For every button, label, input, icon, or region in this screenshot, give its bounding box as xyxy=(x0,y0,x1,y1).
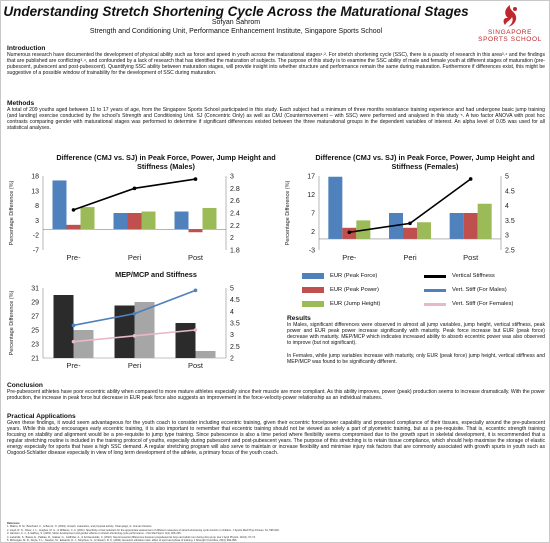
practical-heading: Practical Applications xyxy=(7,413,76,420)
chart-females-title: Difference (CMJ vs. SJ) in Peak Force, Power, Jump Height and Stiffness (Females) xyxy=(315,153,535,171)
y2-tick-label: 3 xyxy=(505,232,509,240)
y2-tick-label: 5 xyxy=(230,285,234,293)
y2-tick-label: 2.8 xyxy=(230,185,240,193)
y-tick-label: -7 xyxy=(32,247,39,255)
results-heading: Results xyxy=(287,315,311,322)
x-tick-label: Peri xyxy=(127,253,142,262)
intro-heading: Introduction xyxy=(7,45,46,52)
bar-eur-jump-height- xyxy=(417,222,431,239)
point-vertical-stiffness xyxy=(72,208,76,212)
y2-tick-label: 3 xyxy=(230,332,234,340)
y-tick-label: 29 xyxy=(31,299,39,307)
bar-eur-peak-force- xyxy=(450,213,464,239)
chart-females xyxy=(279,168,549,268)
legend-line-females xyxy=(424,303,446,306)
y-tick-label: 13 xyxy=(31,188,39,196)
x-tick-label: Post xyxy=(463,253,479,262)
legend-label: Vert. Stiff (For Females) xyxy=(452,301,514,307)
bar-eur-peak-power- xyxy=(67,225,81,229)
x-tick-label: Pre- xyxy=(342,253,357,262)
legend-label: EUR (Jump Height) xyxy=(330,301,381,307)
y-tick-label: 2 xyxy=(311,229,315,236)
chart-mep-title: MEP/MCP and Stiffness xyxy=(115,270,197,279)
bar-mep-mcp-females- xyxy=(196,351,216,358)
chart-legend xyxy=(284,271,549,313)
chart-males-title: Difference (CMJ vs. SJ) in Peak Force, Power, Jump Height and Stiffness (Males) xyxy=(56,153,276,171)
y-tick-label: 3 xyxy=(35,217,39,225)
y2-tick-label: 2.5 xyxy=(230,343,240,351)
reference-item: 5. McGuigan, M. R., Doyle, T. L., Newton, M., Edwards, D. J., Nimphius, S., & Newton, R. U. (2006). Eccentric utilization ratio: effect of sport and phase of training. J Strength Cond Res, 20(4), 992-995. xyxy=(7,539,238,543)
bar-eur-peak-power- xyxy=(403,228,417,239)
legend-line-males xyxy=(424,289,446,292)
practical-text: Given these findings, it would seem advantageous for the youth coach to consider including eccentric training, given their eccentric force/power capability and proposed compliance of their tissues, especially around the pre-pubescent years. While this study encourages early eccentric training, it is also important to remember that eccentric training should not be viewed as solely a part of plyometric training, but as a pre-requisite. That is, eccentric strength training focusing on stability and alignment would be a pre-requisite to jump type training. Since pubescence is also a time period where flexibility seems compromised due to the growth spurt in skeletal development, it is recommended that a regular stretching routine is included in the training protocol of youths, especially during pubescent and post-pubescent years. The purpose of this stretching is to retain tissue compliance, which should help maximise the storage of elastic energy especially for sports that have a high SSC demand. A regular stretching program will also serve to maintain or increase flexibility and minimise injury risk factors that are commonly associated with growth spurts in youth such as Osgood-Schlatter disease especially in view of long term development of the athlete, a primary focus of the youth coach. xyxy=(7,420,545,457)
point-vertical-stiffness xyxy=(133,187,137,191)
affiliation: Strength and Conditioning Unit, Performance Enhancement Institute, Singapore Sports School xyxy=(89,28,383,35)
y-tick-label: 12 xyxy=(307,192,315,199)
bar-eur-peak-power- xyxy=(464,213,478,239)
bar-eur-jump-height- xyxy=(203,208,217,229)
point-vert-stiff-for-females- xyxy=(194,328,198,332)
y2-tick-label: 2.5 xyxy=(505,247,515,255)
legend-line-stiff xyxy=(424,275,446,278)
bar-eur-peak-power- xyxy=(189,229,203,232)
y2-tick-label: 2.6 xyxy=(230,198,240,206)
point-vertical-stiffness xyxy=(348,230,352,234)
y-tick-label: 18 xyxy=(31,173,39,181)
legend-label: Vertical Stiffness xyxy=(452,273,495,279)
y-tick-label: 23 xyxy=(31,341,39,349)
point-vert-stiff-for-males- xyxy=(194,289,198,293)
y-axis-label: Percentage Difference (%) xyxy=(9,290,15,356)
point-vert-stiff-for-males- xyxy=(133,312,137,316)
logo-text xyxy=(471,29,549,43)
y2-tick-label: 4.5 xyxy=(505,188,515,196)
bar-eur-peak-force- xyxy=(53,180,67,229)
legend-vert-stiff-females xyxy=(424,301,513,307)
y-tick-label: 27 xyxy=(31,313,39,321)
point-vertical-stiffness xyxy=(194,177,198,181)
bar-mep-mcp-males- xyxy=(54,295,74,358)
bar-eur-jump-height- xyxy=(142,212,156,230)
y-axis-label: Percentage Difference (%) xyxy=(9,180,15,246)
legend-eur-peak-force xyxy=(302,273,377,279)
y-tick-label: 8 xyxy=(35,203,39,211)
y2-tick-label: 3.5 xyxy=(230,320,240,328)
legend-vert-stiff-males xyxy=(424,287,507,293)
author: Sofyan Sahrom xyxy=(211,19,261,26)
poster-title: Understanding Stretch Shortening Cycle Across the Maturational Stages xyxy=(3,4,469,19)
legend-swatch-height xyxy=(302,301,324,307)
references-heading: Reference xyxy=(7,522,20,525)
school-logo xyxy=(471,3,549,47)
x-tick-label: Peri xyxy=(403,253,417,262)
y-tick-label: -2 xyxy=(32,232,39,240)
legend-label: EUR (Peak Power) xyxy=(330,287,379,293)
y-tick-label: 17 xyxy=(307,173,315,181)
point-vertical-stiffness xyxy=(408,222,412,226)
legend-eur-peak-power xyxy=(302,287,379,293)
bar-eur-peak-force- xyxy=(175,212,189,230)
results-text-males: In Males, significant differences were observed in almost all jump variables, jump height, vertical stiffness, peak power and EUR peak power increase significantly with maturity. Peak force increase but EUR (peak force) decrease with maturity. MEP/MCP which indicates increased ability to absorb eccentric power was also observed to improve (but not significant). xyxy=(287,322,545,347)
school-crest-icon xyxy=(471,3,549,29)
bar-eur-peak-power- xyxy=(128,213,142,229)
bar-eur-peak-force- xyxy=(328,177,342,239)
y2-tick-label: 2.2 xyxy=(230,222,240,230)
bar-eur-jump-height- xyxy=(478,204,492,239)
logo-line-2: SPORTS SCHOOL xyxy=(478,36,542,43)
bar-mep-mcp-males- xyxy=(176,323,196,358)
x-tick-label: Pre- xyxy=(66,253,81,262)
y-tick-label: -3 xyxy=(308,247,315,255)
y-tick-label: 21 xyxy=(31,355,39,363)
point-vert-stiff-for-females- xyxy=(133,334,137,338)
y2-tick-label: 2 xyxy=(230,355,234,363)
point-vertical-stiffness xyxy=(469,177,473,181)
results-text-females: In Females, while jump variables increase with maturity, only EUR (peak force) jump height, vertical stiffness and MEP/MCP was found to be significantly different. xyxy=(287,353,545,366)
bar-mep-mcp-males- xyxy=(115,306,135,359)
chart-males xyxy=(1,168,276,268)
y2-tick-label: 4 xyxy=(230,308,234,316)
legend-label: Vert. Stiff (For Males) xyxy=(452,287,507,293)
reference-item: 1. Malina, R. M., Bouchard, C., & Bar-Or, O. (2004). Growth, maturation, and physical activity. Champaign, IL: Human Kinetics. xyxy=(7,525,153,529)
conclusion-heading: Conclusion xyxy=(7,382,43,389)
bar-mep-mcp-females- xyxy=(74,330,94,358)
y-tick-label: 7 xyxy=(311,210,315,218)
y2-tick-label: 5 xyxy=(505,173,509,181)
legend-swatch-force xyxy=(302,273,324,279)
bar-eur-peak-force- xyxy=(114,213,128,229)
x-tick-label: Peri xyxy=(127,361,142,370)
legend-eur-jump-height xyxy=(302,301,380,307)
y2-tick-label: 1.8 xyxy=(230,247,240,255)
y2-tick-label: 2.4 xyxy=(230,210,240,218)
bar-eur-jump-height- xyxy=(81,207,95,229)
y-tick-label: 25 xyxy=(31,327,39,335)
y2-tick-label: 4.5 xyxy=(230,297,240,305)
legend-label: EUR (Peak Force) xyxy=(330,273,378,279)
methods-text: A total of 209 youths aged between 11 to 17 years of age, from the Singapore Sports School participated in this study. Each subject had a minimum of three months resistance training experience and had undergone basic jump training (and landing) exercise conducted by the school's Strength and Conditioning Unit. SJ (Concentric Only) as well as CMJ (Countermovement – with SSC) were performed and analysed in this study ⁵. A two factor ANOVA with post hoc contrasts comparing gender with maturational stages was performed to determine if significant differences existed between the three maturational groups in the dependent variables of interest. An alpha level of 0.05 was used for all statistical analyses. xyxy=(7,107,545,132)
y2-tick-label: 3.5 xyxy=(505,217,515,225)
x-tick-label: Post xyxy=(187,361,204,370)
y-axis-label: Percentage Difference (%) xyxy=(285,180,291,246)
chart-mep xyxy=(1,282,276,374)
intro-text: Numerous research have documented the development of physical ability such as force and speed in youth across the maturational stages¹˒². For stretch shortening cycle (SSC), there is a paucity of research in this area³˒⁴ and the findings that are published are conflicting³˒⁴, and confounded by a lack of research that has identified the maturation of subjects. The purpose of this study is to examine the SSC ability of male and female youth at different stages of maturation (pre-pubescent, pubescent and post-pubescent). Quantifying SSC ability between maturation stages, will provide insight into whether structure and performance remain the same during maturation. Furthermore if differences exist, this might be suggestive of a possible window of trainability for the development of SSC during maturation. xyxy=(7,52,545,77)
y2-tick-label: 3 xyxy=(230,173,234,181)
point-vert-stiff-for-males- xyxy=(72,324,76,328)
y2-tick-label: 2 xyxy=(230,235,234,243)
legend-swatch-power xyxy=(302,287,324,293)
reference-item: 4. Lazaridis, S., Bassa, E., Patikas, D., Giakas, G., Gollhofer, A., & Kotzamanidis, C. (2010). Neuromuscular differences between prepubescents boys and adult men during drop jump. Eur J Appl Physiol, 110(1), 67-74. xyxy=(7,535,256,539)
references xyxy=(7,522,545,542)
conclusion-text: Pre-pubescent athletes have poor eccentric ability when compared to more mature athletes especially since their muscle are more compliant. As this ability improves, power (peak) production seems to increase dramatically. With the power production, the increase in peak force but decrease in EUR peak force also suggests an improvement in the force-velocity-power relationship as an individual matures. xyxy=(7,389,545,402)
logo-line-1: SINGAPORE xyxy=(487,29,533,36)
reference-item: 3. Harrison, A. J., & Gaffney, S. (2001). Motor development and gender effects on stretch-shortening cycle performance. J Sci Med Sport, 4(4), 406-415. xyxy=(7,532,182,536)
x-tick-label: Post xyxy=(187,253,204,262)
poster-header xyxy=(1,1,550,41)
legend-vertical-stiffness xyxy=(424,273,495,279)
y-tick-label: 31 xyxy=(31,285,39,293)
methods-heading: Methods xyxy=(7,100,35,107)
x-tick-label: Pre- xyxy=(66,361,81,370)
y2-tick-label: 4 xyxy=(505,203,509,211)
point-vert-stiff-for-females- xyxy=(72,340,76,344)
reference-item: 2. Lloyd, R. S., Oliver, J. L., Hughes, M. G., & Williams, C. A. (2011). Specificity of test selection for the appropriate assessment of different measures of stretch-shortening cycle function in children. J Sports Med Phys Fitness, 51, 595-602. xyxy=(7,528,280,532)
line-vertical-stiffness xyxy=(74,179,196,210)
